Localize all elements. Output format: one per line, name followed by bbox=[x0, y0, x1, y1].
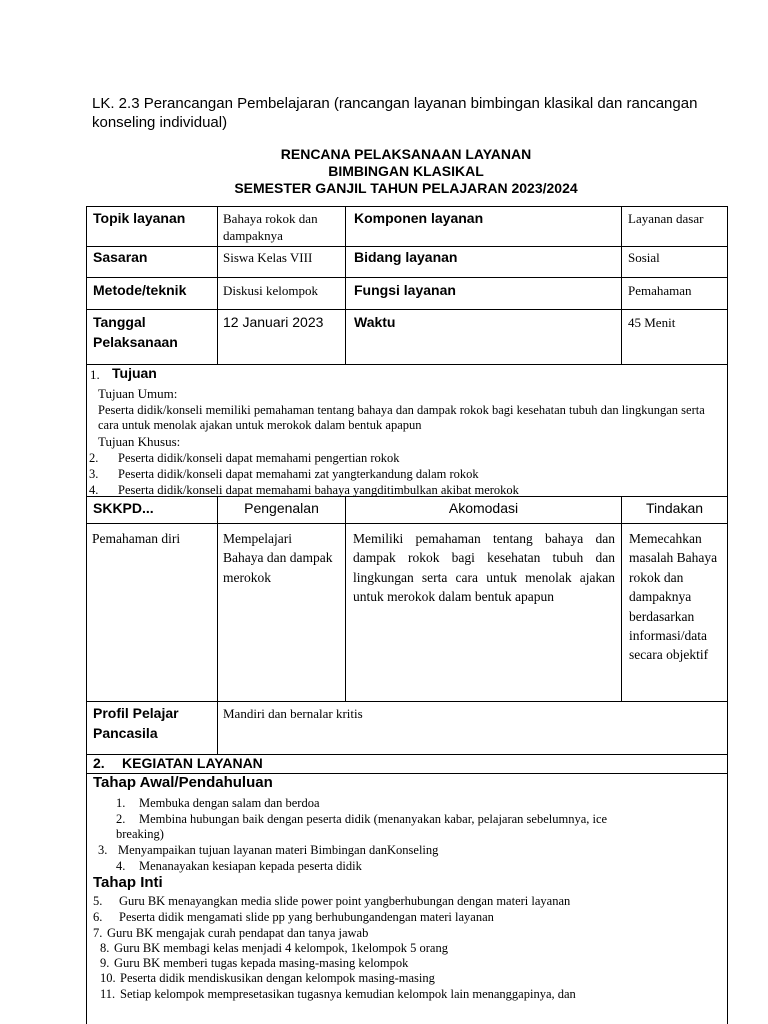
label-topik-layanan: Topik layanan bbox=[93, 210, 186, 226]
title-line-1: RENCANA PELAKSANAAN LAYANAN bbox=[280, 146, 532, 162]
list-item-number: 4. bbox=[89, 483, 99, 497]
col-divider bbox=[217, 206, 218, 364]
kegiatan-number: 2. bbox=[93, 755, 105, 771]
list-item-number: 2. bbox=[116, 812, 126, 826]
title-line-2: BIMBINGAN KLASIKAL bbox=[328, 163, 484, 179]
label-waktu: Waktu bbox=[354, 314, 396, 330]
list-item-number: 11. bbox=[100, 987, 116, 1001]
list-item: Setiap kelompok mempresetasikan tugasnya kemudian kelompok lain menanggapinya, dan bbox=[120, 987, 576, 1001]
tujuan-umum-text: Peserta didik/konseli memiliki pemahaman tentang bahaya dan dampak rokok bagi kesehatan tubuh dan lingkungan serta cara untuk menolak ajakan untuk merokok dalam bentuk apapun bbox=[98, 403, 705, 432]
list-item-number: 2. bbox=[89, 451, 99, 465]
col-divider bbox=[621, 206, 622, 364]
label-komponen-layanan: Komponen layanan bbox=[354, 210, 484, 226]
label-fungsi-layanan: Fungsi layanan bbox=[354, 282, 456, 298]
value-metode-teknik: Diskusi kelompok bbox=[223, 283, 318, 298]
list-item: Guru BK mengajak curah pendapat dan tanya jawab bbox=[107, 926, 369, 940]
list-item-number: 3. bbox=[98, 843, 108, 857]
value-waktu: 45 Menit bbox=[628, 315, 676, 330]
page-heading: LK. 2.3 Perancangan Pembelajaran (rancangan layanan bimbingan klasikal dan rancangan konseling individual) bbox=[92, 95, 698, 131]
value-bidang-layanan: Sosial bbox=[628, 250, 660, 265]
tujuan-label: Tujuan bbox=[112, 365, 157, 381]
tahap-awal-heading: Tahap Awal/Pendahuluan bbox=[93, 774, 273, 791]
list-item-number: 4. bbox=[116, 859, 126, 873]
akomodasi-header: Akomodasi bbox=[448, 500, 519, 516]
table-border-top bbox=[86, 206, 728, 207]
table-border-left bbox=[86, 206, 87, 1024]
list-item-continuation: breaking) bbox=[116, 827, 164, 841]
label-bidang-layanan: Bidang layanan bbox=[354, 249, 458, 265]
tujuan-khusus-label: Tujuan Khusus: bbox=[98, 434, 181, 449]
row-divider bbox=[86, 277, 728, 278]
row-divider bbox=[86, 309, 728, 310]
label-tanggal-pelaksanaan: Tanggal Pelaksanaan bbox=[93, 314, 178, 350]
tahap-inti-heading: Tahap Inti bbox=[93, 874, 163, 891]
value-fungsi-layanan: Pemahaman bbox=[628, 283, 692, 298]
row-divider bbox=[86, 523, 728, 524]
list-item-number: 10. bbox=[100, 971, 116, 985]
document-title bbox=[0, 146, 768, 197]
list-item: Guru BK memberi tugas kepada masing-masing kelompok bbox=[114, 956, 409, 970]
akomodasi-value: Memiliki pemahaman tentang bahaya dan dampak rokok bagi kesehatan tubuh dan lingkungan serta cara untuk menolak ajakan untuk merokok dalam bentuk apapun bbox=[353, 531, 615, 605]
pengenalan-value: Mempelajari Bahaya dan dampak merokok bbox=[223, 531, 333, 585]
list-item: Menanayakan kesiapan kepada peserta didik bbox=[139, 859, 362, 873]
pengenalan-header: Pengenalan bbox=[244, 500, 319, 516]
list-item: Guru BK menayangkan media slide power point yangberhubungan dengan materi layanan bbox=[119, 894, 571, 908]
kegiatan-label: KEGIATAN LAYANAN bbox=[122, 755, 263, 771]
row-divider bbox=[86, 364, 728, 365]
value-komponen-layanan: Layanan dasar bbox=[628, 211, 704, 226]
list-item: Peserta didik/konseli dapat memahami pengertian rokok bbox=[118, 451, 400, 465]
list-item-number: 9. bbox=[100, 956, 110, 970]
list-item-number: 7. bbox=[93, 926, 103, 940]
list-item-number: 5. bbox=[93, 894, 103, 908]
col-divider bbox=[621, 496, 622, 701]
profil-label: Profil Pelajar Pancasila bbox=[93, 705, 179, 741]
col-divider bbox=[345, 496, 346, 701]
tindakan-value: Memecahkan masalah Bahaya rokok dan dampaknya berdasarkan informasi/data secara objektif bbox=[629, 531, 718, 663]
list-item: Menyampaikan tujuan layanan materi Bimbingan danKonseling bbox=[118, 843, 439, 857]
col-divider bbox=[345, 206, 346, 364]
list-item: Peserta didik mengamati slide pp yang berhubungandengan materi layanan bbox=[119, 910, 494, 924]
list-item-number: 8. bbox=[100, 941, 110, 955]
value-topik-layanan: Bahaya rokok dan dampaknya bbox=[223, 211, 318, 243]
list-item-number: 3. bbox=[89, 467, 99, 481]
profil-value: Mandiri dan bernalar kritis bbox=[223, 706, 363, 721]
list-item-number: 6. bbox=[93, 910, 103, 924]
table-border-right bbox=[727, 206, 728, 1024]
label-metode-teknik: Metode/teknik bbox=[93, 282, 187, 298]
list-item: Membina hubungan baik dengan peserta didik (menanyakan kabar, pelajaran sebelumnya, ice bbox=[139, 812, 608, 826]
col-divider bbox=[217, 496, 218, 754]
tujuan-umum-label: Tujuan Umum: bbox=[98, 386, 178, 401]
skkpd-value: Pemahaman diri bbox=[92, 531, 181, 546]
list-item: Guru BK membagi kelas menjadi 4 kelompok, 1kelompok 5 orang bbox=[114, 941, 448, 955]
list-item: Peserta didik/konseli dapat memahami zat yangterkandung dalam rokok bbox=[118, 467, 479, 481]
list-item: Peserta didik mendiskusikan dengan kelompok masing-masing bbox=[120, 971, 435, 985]
list-item-number: 1. bbox=[116, 796, 126, 810]
list-item: Membuka dengan salam dan berdoa bbox=[139, 796, 320, 810]
title-line-3: SEMESTER GANJIL TAHUN PELAJARAN 2023/2024 bbox=[234, 180, 578, 196]
value-tanggal-pelaksanaan: 12 Januari 2023 bbox=[223, 314, 324, 330]
row-divider bbox=[86, 701, 728, 702]
value-sasaran: Siswa Kelas VIII bbox=[223, 250, 313, 265]
list-item: Peserta didik/konseli dapat memahami bahaya yangditimbulkan akibat merokok bbox=[118, 483, 519, 497]
label-sasaran: Sasaran bbox=[93, 249, 148, 265]
skkpd-header: SKKPD... bbox=[93, 500, 154, 516]
tujuan-number: 1. bbox=[90, 367, 100, 382]
tindakan-header: Tindakan bbox=[645, 500, 704, 516]
